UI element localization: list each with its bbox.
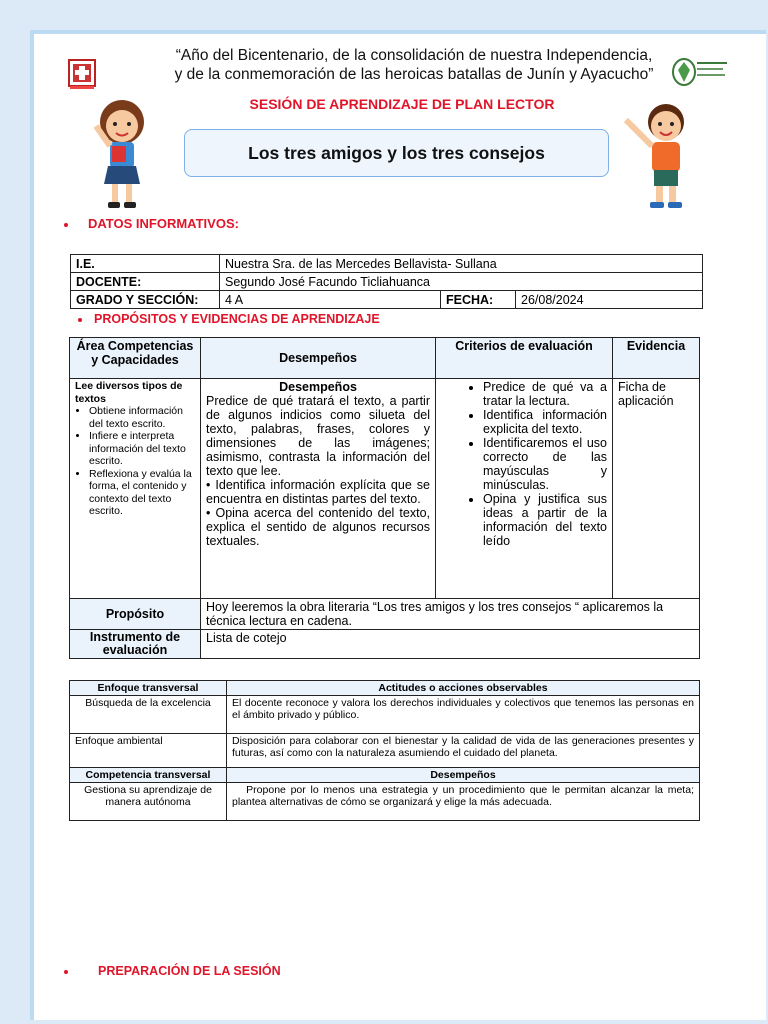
list-item: • Obtiene información del texto escrito. (89, 405, 195, 430)
bullet-icon (78, 318, 82, 322)
proposito-label: Propósito (70, 599, 201, 630)
table-row (71, 255, 703, 273)
bullet-icon (64, 970, 68, 974)
desempeno-item: • Opina acerca del contenido del texto, explica el sentido de algunos recursos textuales. (206, 506, 430, 548)
header-actitudes: Actitudes o acciones observables (227, 681, 700, 696)
bullet-icon (64, 223, 68, 227)
enfoque-name: Búsqueda de la excelencia (70, 696, 227, 734)
enfoque-name: Enfoque ambiental (70, 734, 227, 768)
fecha-label: FECHA: (441, 291, 516, 309)
table-row (70, 630, 700, 659)
ie-label: I.E. (71, 255, 220, 273)
docente-value: Segundo José Facundo Ticliahuanca (220, 273, 703, 291)
capacidades-list (75, 405, 195, 518)
enfoque-actitud: El docente reconoce y valora los derechos individuales y colectivos que tenemos las personas en el ámbito privado y público. (227, 696, 700, 734)
competencia-desempeno: Propone por lo menos una estrategia y un procedimiento que le permitan alcanzar la meta; plantea alternativas de cómo se organizará y elige la más adecuada. (227, 783, 700, 821)
table-row (70, 734, 700, 768)
list-item: • Identificaremos el uso correcto de las mayúsculas y minúsculas. (483, 436, 607, 492)
section-preparacion-label: PREPARACIÓN DE LA SESIÓN (98, 964, 281, 978)
table-row (71, 273, 703, 291)
instrumento-label: Instrumento de evaluación (70, 630, 201, 659)
desempeno-item: • Identifica información explícita que se encuentra en distintas partes del texto. (206, 478, 430, 506)
table-row (70, 338, 700, 379)
girl-illustration (86, 96, 158, 214)
header-area: Área Competencias y Capacidades (70, 338, 201, 379)
desempenos-title: Desempeños (279, 380, 357, 394)
criterios-cell (436, 379, 613, 599)
motto-line-2: y de la conmemoración de las heroicas batallas de Junín y Ayacucho” (174, 66, 654, 83)
ie-value: Nuestra Sra. de las Mercedes Bellavista- Sullana (220, 255, 703, 273)
table-row (70, 768, 700, 783)
header-desempenos-transversal: Desempeños (227, 768, 700, 783)
competencias-table (69, 337, 700, 659)
list-item: • Identifica información explicita del texto. (483, 408, 607, 436)
proposito-value: Hoy leeremos la obra literaria “Los tres amigos y los tres consejos “ aplicaremos la técnica lectura en cadena. (201, 599, 700, 630)
header-enfoque: Enfoque transversal (70, 681, 227, 696)
instrumento-value: Lista de cotejo (201, 630, 700, 659)
list-item: • Opina y justifica sus ideas a partir de la información del texto leído (483, 492, 607, 548)
header-desempenos: Desempeños (201, 338, 436, 379)
session-title: SESIÓN DE APRENDIZAJE DE PLAN LECTOR (249, 96, 555, 112)
lesson-title: Los tres amigos y los tres consejos (184, 129, 609, 177)
motto-line-1: “Año del Bicentenario, de la consolidación de nuestra Independencia, (175, 47, 653, 64)
document-page (30, 30, 766, 1020)
competencia-transversal: Gestiona su aprendizaje de manera autónoma (70, 783, 227, 821)
table-row (70, 599, 700, 630)
section-datos (64, 216, 239, 231)
grado-value: 4 A (220, 291, 441, 309)
enfoque-actitud: Disposición para colaborar con el bienestar y la calidad de vida de las generaciones presentes y futuras, así como con la naturaleza asumiendo el cuidado del planeta. (227, 734, 700, 768)
table-row (70, 696, 700, 734)
grado-label: GRADO Y SECCIÓN: (71, 291, 220, 309)
area-cell (70, 379, 201, 599)
list-item: • Infiere e interpreta información del texto escrito. (89, 430, 195, 468)
desempenos-cell (201, 379, 436, 599)
docente-label: DOCENTE: (71, 273, 220, 291)
section-propositos-label: PROPÓSITOS Y EVIDENCIAS DE APRENDIZAJE (94, 312, 380, 326)
competencia-title: Lee diversos tipos de textos (75, 380, 183, 405)
info-table (70, 254, 703, 309)
fecha-value: 26/08/2024 (516, 291, 703, 309)
header-competencia-transversal: Competencia transversal (70, 768, 227, 783)
header-evidencia: Evidencia (613, 338, 700, 379)
list-item: • Predice de qué va a tratar la lectura. (483, 380, 607, 408)
enfoques-table (69, 680, 700, 821)
criterios-list (441, 380, 607, 548)
table-row (70, 681, 700, 696)
section-preparacion (64, 964, 281, 978)
evidencia-cell: Ficha de aplicación (613, 379, 700, 599)
table-row (70, 379, 700, 599)
table-row (71, 291, 703, 309)
section-datos-label: DATOS INFORMATIVOS: (88, 216, 239, 231)
section-propositos (78, 312, 380, 326)
list-item: • Reflexiona y evalúa la forma, el contenido y contexto del texto escrito. (89, 468, 195, 518)
national-motto (94, 46, 734, 84)
desempeno-item: Predice de qué tratará el texto, a partir de algunos indicios como silueta del texto, palabras, frases, colores y dimensiones de las imágenes; asimismo, contrasta la información del texto que lee. (206, 394, 430, 478)
header-criterios: Criterios de evaluación (436, 338, 613, 379)
boy-illustration (622, 94, 702, 216)
table-row (70, 783, 700, 821)
